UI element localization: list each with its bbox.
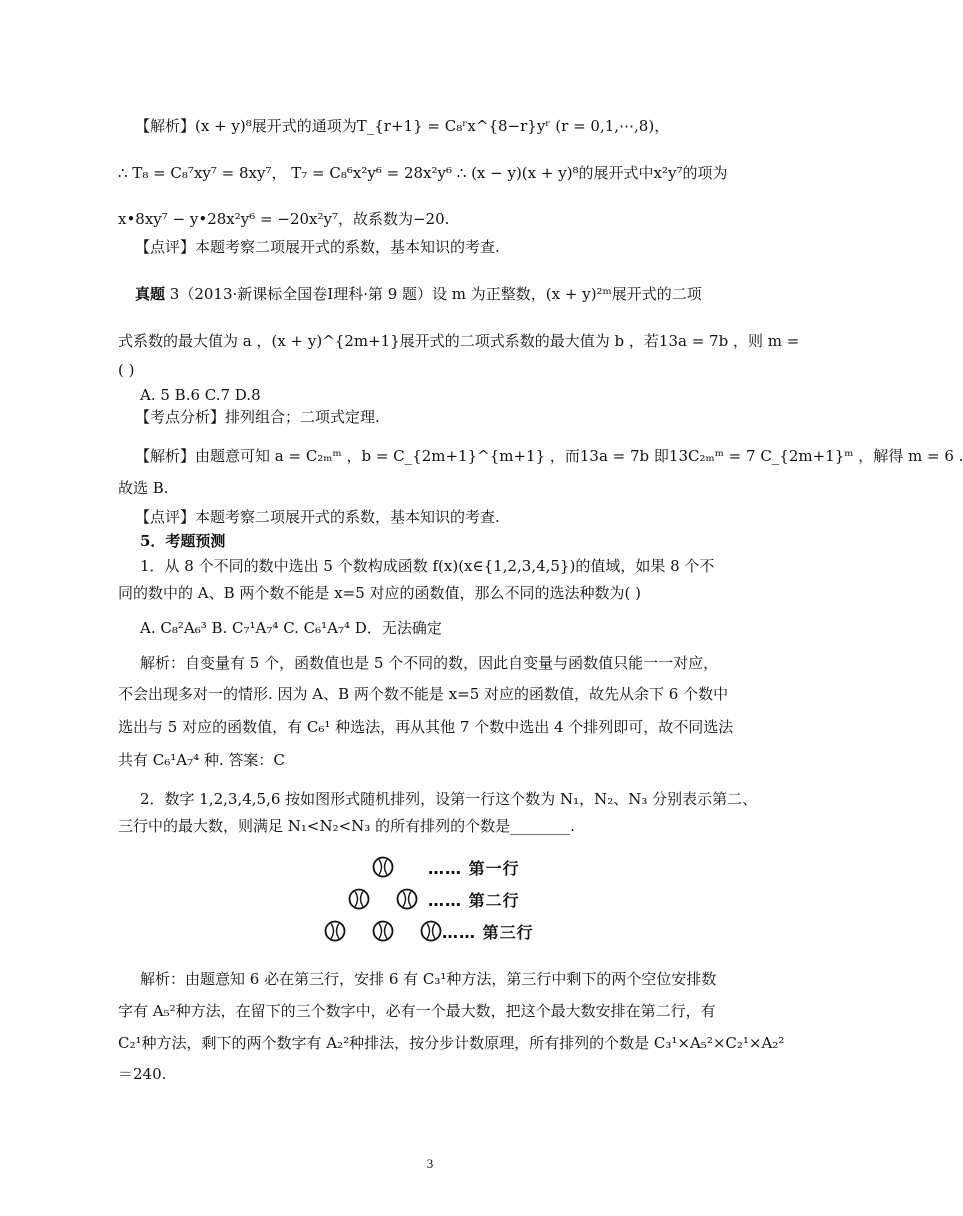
text-line: 真题 3（2013·新课标全国卷Ⅰ理科·第 9 题）设 m 为正整数，(x + y)²ᵐ展开式的二项 [135, 285, 702, 303]
ball-icon [348, 888, 370, 910]
text-line: 解析：自变量有 5 个，函数值也是 5 个不同的数，因此自变量与函数值只能一一对应， [140, 654, 719, 672]
text-line: 2．数字 1,2,3,4,5,6 按如图形式随机排列，设第一行这个数为 N₁，N₂、N₃ 分别表示第二、 [140, 790, 758, 808]
text-line: ∴ T₈ = C₈⁷xy⁷ = 8xy⁷， T₇ = C₈⁶x²y⁶ = 28x²y⁶ ∴ (x − y)(x + y)⁸的展开式中x²y⁷的项为 [118, 164, 728, 182]
text-line: C₂¹种方法，剩下的两个数字有 A₂²种排法，按分步计数原理，所有排列的个数是 C₃¹×A₅²×C₂¹×A₂² [118, 1034, 785, 1052]
text-line: 【点评】本题考察二项展开式的系数，基本知识的考查. [135, 508, 500, 526]
text-line: 【解析】(x + y)⁸展开式的通项为T_{r+1} = C₈ʳx^{8−r}yʳ (r = 0,1,⋯,8)， [135, 117, 670, 135]
text-line: A. 5 B.6 C.7 D.8 [140, 386, 261, 404]
text-line: 三行中的最大数，则满足 N₁<N₂<N₃ 的所有排列的个数是________. [118, 817, 575, 835]
text-line: ( ) [118, 361, 135, 379]
ball-icon [372, 920, 394, 942]
row-label-3: …… 第三行 [442, 923, 534, 942]
ball-icon [420, 920, 442, 942]
text-line: 共有 C₆¹A₇⁴ 种. 答案：C [118, 751, 285, 769]
row-label-1: …… 第一行 [428, 859, 520, 878]
text-line: ＝240. [118, 1065, 167, 1083]
text-line: 【解析】由题意可知 a = C₂ₘᵐ ，b = C_{2m+1}^{m+1} ，而13a = 7b 即13C₂ₘᵐ = 7 C_{2m+1}ᵐ ，解得 m = 6 . [135, 447, 963, 465]
text-line: 同的数中的 A、B 两个数不能是 x=5 对应的函数值，那么不同的选法种数为( ) [118, 584, 641, 602]
text-line: A. C₈²A₆³ B. C₇¹A₇⁴ C. C₆¹A₇⁴ D．无法确定 [140, 619, 442, 637]
text-line: 故选 B. [118, 479, 169, 497]
text-line: 不会出现多对一的情形. 因为 A、B 两个数不能是 x=5 对应的函数值，故先从余下 6 个数中 [118, 685, 729, 703]
text-line: 选出与 5 对应的函数值，有 C₆¹ 种选法，再从其他 7 个数中选出 4 个排列即可，故不同选法 [118, 718, 734, 736]
text-line: x•8xy⁷ − y•28x²y⁶ = −20x²y⁷，故系数为−20. [118, 210, 450, 228]
ball-icon [372, 856, 394, 878]
ball-icon [324, 920, 346, 942]
page-number: 3 [426, 1156, 434, 1171]
text-line: 1．从 8 个不同的数中选出 5 个数构成函数 f(x)(x∈{1,2,3,4,5})的值域，如果 8 个不 [140, 557, 715, 575]
text-line: 字有 A₅²种方法，在留下的三个数字中，必有一个最大数，把这个最大数安排在第二行，有 [118, 1002, 716, 1020]
row-label-2: …… 第二行 [428, 891, 520, 910]
text-line: 5．考题预测 [140, 532, 226, 550]
text-line: 【点评】本题考察二项展开式的系数，基本知识的考查. [135, 238, 500, 256]
bold-prefix: 真题 [135, 285, 166, 303]
text-line: 式系数的最大值为 a ，(x + y)^{2m+1}展开式的二项式系数的最大值为 b ，若13a = 7b ，则 m = [118, 332, 800, 350]
ball-arrangement-diagram [320, 848, 580, 948]
ball-icon [396, 888, 418, 910]
text-line: 【考点分析】排列组合；二项式定理. [135, 408, 380, 426]
text-line: 解析：由题意知 6 必在第三行，安排 6 有 C₃¹种方法，第三行中剩下的两个空位安排数 [140, 970, 717, 988]
